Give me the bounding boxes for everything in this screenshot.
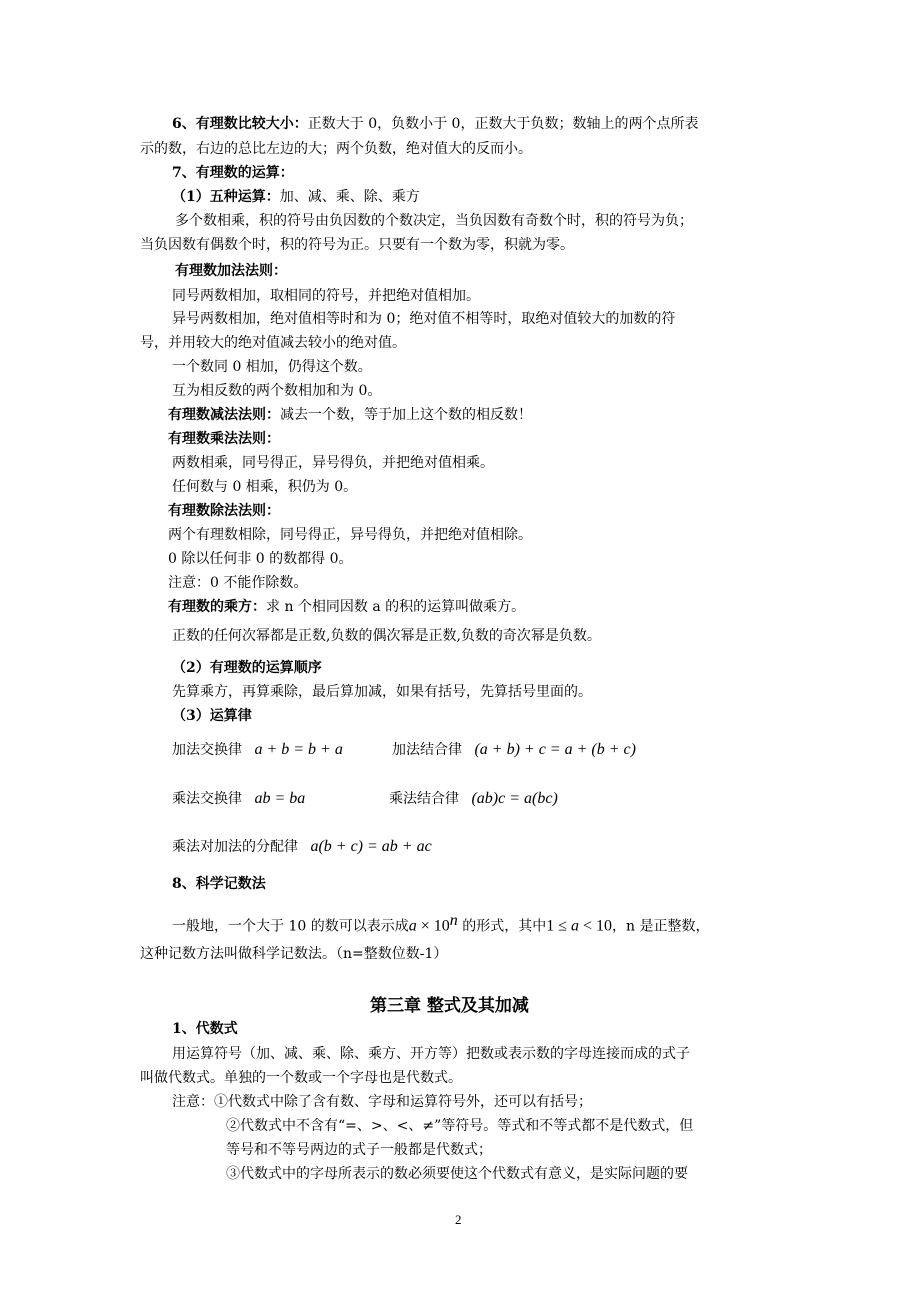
text-line: ③代数式中的字母所表示的数必须要使这个代数式有意义，是实际问题的要 [226,1166,688,1182]
law-add-comm [172,740,343,760]
text: 的形式，其中 [457,918,547,935]
law-label: 乘法对加法的分配律 [172,839,298,855]
text-line: 用运算符号（加、减、乘、除、乘方、开方等）把数或表示数的字母连接而成的式子 [172,1046,690,1062]
sub-1 [172,187,420,207]
formula: a(b + c) = ab + ac [310,838,432,855]
formula: a + b = b + a [254,741,343,758]
text-line: 注意：0 不能作除数。 [168,575,308,591]
text-line: 注意：①代数式中除了含有数、字母和运算符号外，还可以有括号； [172,1094,592,1110]
formula: a [408,917,417,935]
page-number: 2 [455,1212,462,1227]
text-line: 一个数同 0 相加，仍得这个数。 [172,359,372,375]
text: 求 n 个相同因数 a 的积的运算叫做乘方。 [266,599,526,615]
formula: ab = ba [254,790,306,807]
text: 加、减、乘、除、乘方 [279,189,420,205]
text: 一般地，一个大于 10 的数可以表示成 [172,918,409,935]
formula: × 10 [416,917,450,935]
heading-7: 7、有理数的运算： [172,165,294,181]
text-line: 等号和不等号两边的式子一般都是代数式； [226,1142,492,1158]
text-line: 当负因数有偶数个时，积的符号为正。只要有一个数为零，积就为零。 [140,237,574,253]
rule-heading: 有理数除法法则： [168,503,280,519]
formula: < 10 [578,917,613,935]
text-line: 号，并用较大的绝对值减去较小的绝对值。 [140,335,406,351]
heading-1: 1、代数式 [172,1021,238,1037]
sub-rule [168,405,532,425]
law-mul-comm [172,789,305,809]
text-line: 这种记数方法叫做科学记数法。（n=整数位数-1） [140,946,448,962]
text: 正数大于 0，负数小于 0，正数大于负数；数轴上的两个点所表 [307,116,699,132]
text-line: 0 除以任何非 0 的数都得 0。 [168,551,353,567]
text-line: 正数的任何次幂都是正数,负数的偶次幂是正数,负数的奇次幂是负数。 [172,628,601,644]
text-line: 两数相乘，同号得正，异号得负，并把绝对值相乘。 [172,455,494,471]
text-line: 示的数，右边的总比左边的大；两个负数，绝对值大的反而小。 [140,141,532,157]
rule-heading: 有理数的乘方： [168,599,266,615]
law-label: 乘法结合律 [389,791,459,807]
text-line: 先算乘方，再算乘除，最后算加减，如果有括号，先算括号里面的。 [172,684,592,700]
power-rule [168,597,525,617]
law-distrib [172,837,432,857]
law-label: 乘法交换律 [172,791,242,807]
rule-heading: 有理数减法法则： [168,407,280,423]
text-line: 异号两数相加，绝对值相等时和为 0；绝对值不相等时，取绝对值较大的加数的符 [172,311,676,327]
law-label: 加法结合律 [392,742,462,758]
item-6 [172,114,698,134]
sci-line [172,911,709,937]
text-line: 同号两数相加，取相同的符号，并把绝对值相加。 [172,288,480,304]
chapter-title: 第三章 整式及其加减 [370,996,529,1016]
rule-heading: 有理数加法法则： [175,263,287,279]
formula: 1 ≤ [546,917,571,935]
law-mul-assoc [389,789,558,809]
exponent: n [449,912,458,929]
formula: (ab)c = a(bc) [471,790,558,807]
subheading: （2）有理数的运算顺序 [172,660,322,676]
heading-8: 8、科学记数法 [172,876,266,892]
law-label: 加法交换律 [172,742,242,758]
subheading: （3）运算律 [172,708,252,724]
text: ，n 是正整数， [612,918,710,935]
rule-heading: 有理数乘法法则： [168,431,280,447]
text-line: 叫做代数式。单独的一个数或一个字母也是代数式。 [140,1070,462,1086]
text-line: 多个数相乘，积的符号由负因数的个数决定，当负因数有奇数个时，积的符号为负； [175,213,693,229]
text-line: 互为相反数的两个数相加和为 0。 [172,383,382,399]
text-line: 两个有理数相除，同号得正，异号得负，并把绝对值相除。 [168,527,532,543]
formula: (a + b) + c = a + (b + c) [474,741,636,758]
heading-6: 6、有理数比较大小： [172,116,308,132]
subheading: （1）五种运算： [172,189,280,205]
text-line: ②代数式中不含有“=、>、<、≠”等符号。等式和不等式都不是代数式，但 [226,1118,694,1134]
formula: a [570,917,579,935]
text-line: 任何数与 0 相乘，积仍为 0。 [172,479,358,495]
law-add-assoc [392,740,636,760]
text: 减去一个数，等于加上这个数的相反数！ [280,407,532,423]
